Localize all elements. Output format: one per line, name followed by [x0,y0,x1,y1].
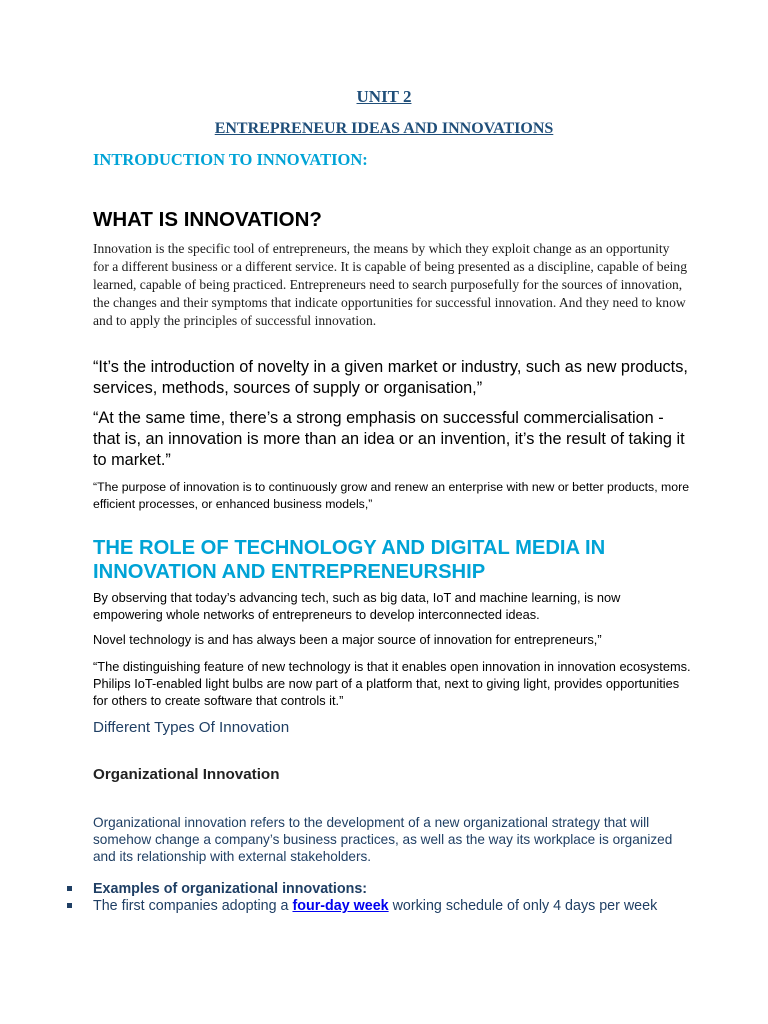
quote-purpose: “The purpose of innovation is to continuously grow and renew an enterprise with new or better products, more efficient processes, or enhanced business models,” [93,480,690,511]
distinguishing-feature-paragraph: “The distinguishing feature of new technology is that it enables open innovation in innovation ecosystems. Philips IoT-enabled light bulbs are now part of a platform that, next to giving light, provides opportunities for others to create software that controls it.” [93,659,691,708]
innovation-definition-paragraph: Innovation is the specific tool of entrepreneurs, the means by which they exploit change as an opportunity for a different business or a different service. It is capable of being presented as a discipline, capable of being learned, capable of being practiced. Entrepreneurs need to search purposefully for the sources of innovation, the changes and their symptoms that indicate opportunities for successful innovation. And they need to know and to apply the principles of successful innovation. [93,241,687,328]
unit-subtitle: ENTREPRENEUR IDEAS AND INNOVATIONS [214,120,554,137]
role-of-technology-heading: THE ROLE OF TECHNOLOGY AND DIGITAL MEDIA IN INNOVATION AND ENTREPRENEURSHIP [93,537,606,583]
list-item [67,881,707,898]
observing-paragraph: By observing that today’s advancing tech, such as big data, IoT and machine learning, is now empowering whole networks of entrepreneurs to develop interconnected ideas. [93,590,621,622]
four-day-text-before: The first companies adopting a [93,898,293,914]
organizational-innovation-heading: Organizational Innovation [93,766,280,783]
unit-title: UNIT 2 [356,87,412,106]
four-day-text-after: working schedule of only 4 days per week [388,898,658,914]
four-day-week-link[interactable]: four-day week [292,898,389,914]
bullet-square-icon [67,886,72,891]
bullet-square-icon [67,903,72,908]
organizational-innovation-paragraph: Organizational innovation refers to the development of a new organizational strategy that will somehow change a company’s business practices, as well as the way its workplace is organized and its relationship with external stakeholders. [93,815,673,864]
quote-commercialisation: “At the same time, there’s a strong emphasis on successful commercialisation - that is, an innovation is more than an idea or an invention, it’s the result of taking it to market.” [93,409,685,469]
examples-label: Examples of organizational innovations: [93,881,368,897]
list-item [67,898,707,915]
what-is-innovation-heading: WHAT IS INNOVATION? [93,208,322,231]
quote-novelty: “It’s the introduction of novelty in a given market or industry, such as new products, services, methods, sources of supply or organisation,” [93,358,688,397]
novel-technology-paragraph: Novel technology is and has always been a major source of innovation for entrepreneurs,” [93,632,602,647]
examples-list [67,881,707,915]
types-of-innovation-heading: Different Types Of Innovation [93,719,290,736]
intro-heading: INTRODUCTION TO INNOVATION: [93,150,368,169]
